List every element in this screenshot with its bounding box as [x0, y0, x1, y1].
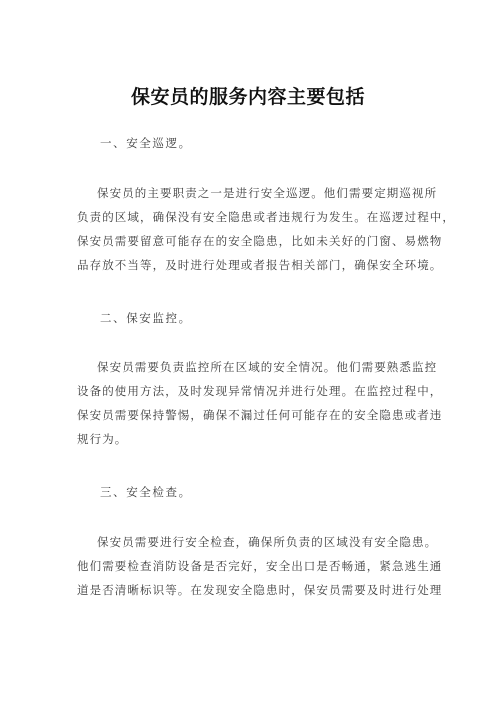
paragraph-line: 他们需要检查消防设备是否完好，安全出口是否畅通，紧急逃生通 [77, 559, 443, 573]
section-heading-1: 一、安全巡逻。 [100, 136, 192, 150]
paragraph-line: 保安员需要保持警惕，确保不漏过任何可能存在的安全隐患或者违 [77, 408, 443, 422]
paragraph-line: 负责的区域，确保没有安全隐患或者违规行为发生。在巡逻过程中， [77, 210, 455, 224]
section-heading-2: 二、保安监控。 [100, 311, 192, 325]
paragraph-line: 保安员需要进行安全检查，确保所负责的区域没有安全隐患。 [97, 535, 438, 549]
section-heading-3: 三、安全检查。 [100, 485, 192, 499]
paragraph-line: 保安员需要留意可能存在的安全隐患，比如未关好的门窗、易燃物 [77, 234, 443, 248]
paragraph-line: 保安员需要负责监控所在区域的安全情况。他们需要熟悉监控 [97, 360, 438, 374]
document-title: 保安员的服务内容主要包括 [130, 86, 365, 108]
paragraph-line: 保安员的主要职责之一是进行安全巡逻。他们需要定期巡视所 [97, 186, 438, 200]
paragraph-line: 设备的使用方法，及时发现异常情况并进行处理。在监控过程中， [77, 384, 443, 398]
paragraph-line: 品存放不当等，及时进行处理或者报告相关部门，确保安全环境。 [77, 258, 443, 272]
paragraph-line: 道是否清晰标识等。在发现安全隐患时，保安员需要及时进行处理 [77, 583, 443, 597]
paragraph-line: 规行为。 [77, 432, 128, 446]
